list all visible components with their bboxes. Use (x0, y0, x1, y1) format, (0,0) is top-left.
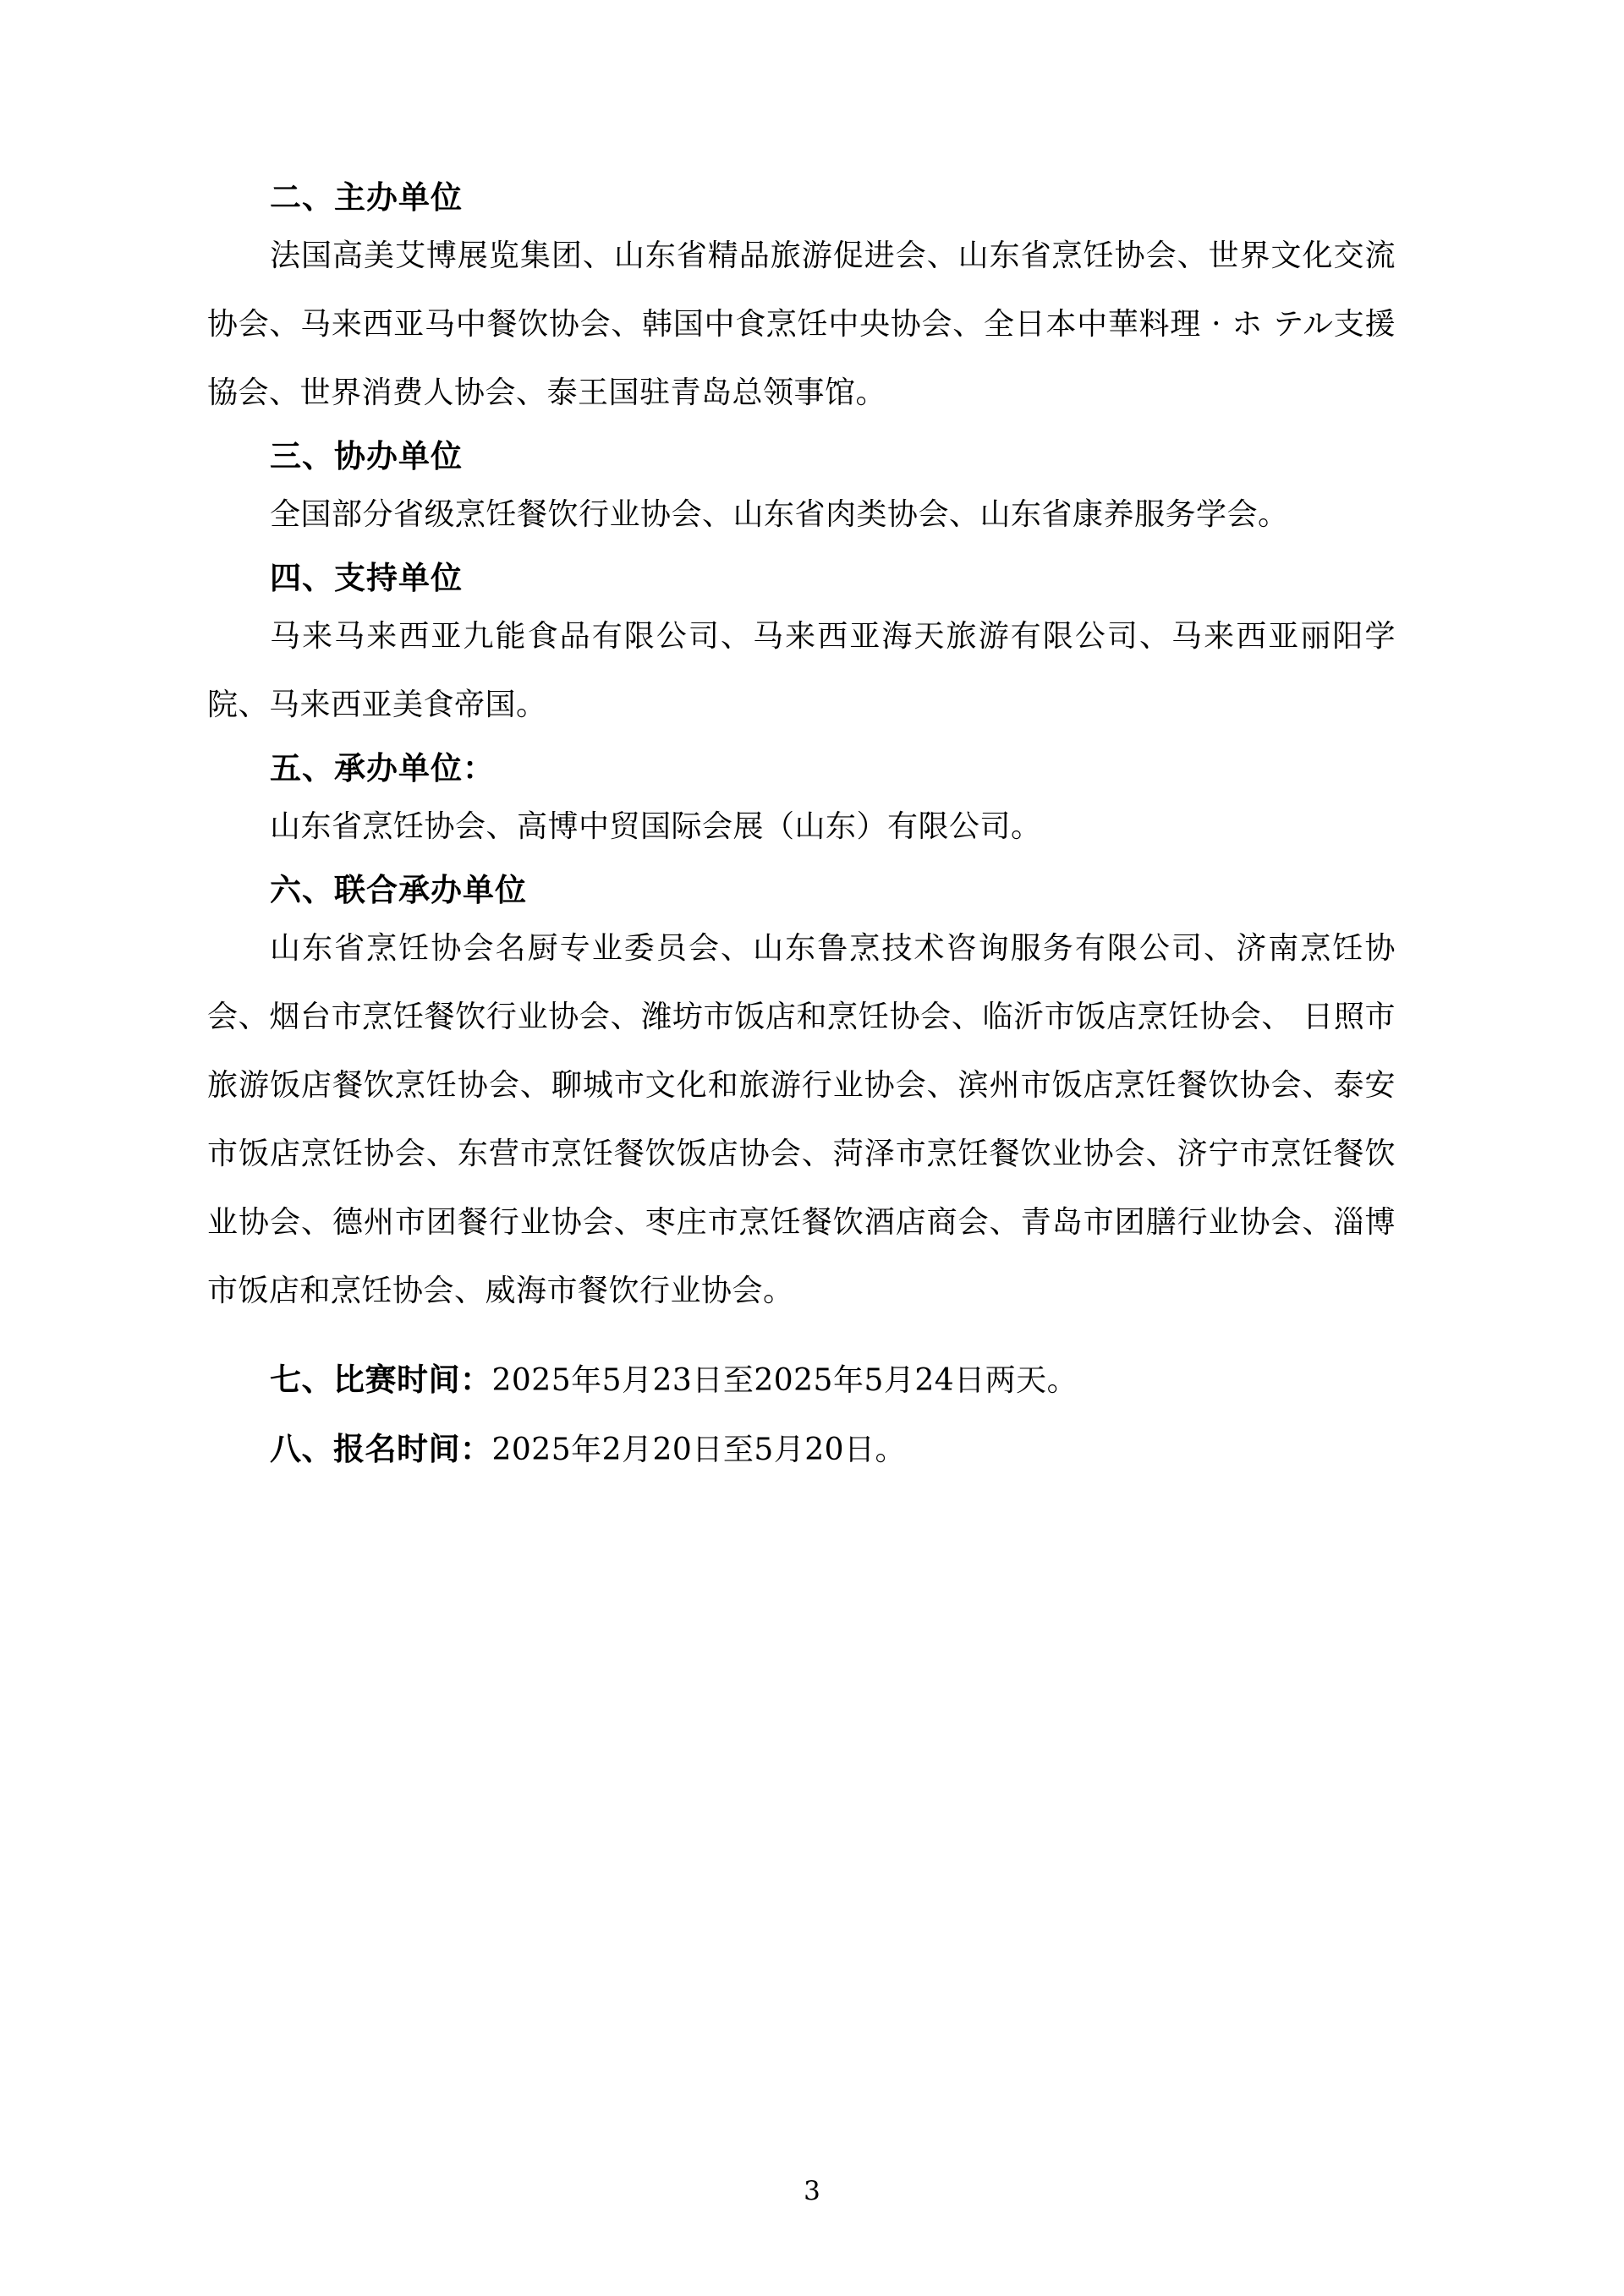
section-heading-co-organizers: 三、协办单位 (270, 437, 463, 474)
value-competition-time: 2025年5月23日至2025年5月24日两天。 (491, 1363, 1078, 1398)
section-text-undertakers: 山东省烹饪协会、高博中贸国际会展（山东）有限公司。 (270, 809, 1042, 844)
label-competition-time: 七、比赛时间： (270, 1361, 492, 1398)
section-heading-organizers: 二、主办单位 (270, 178, 463, 216)
section-text-supporters: 马来马来西亚九能食品有限公司、马来西亚海天旅游有限公司、马来西亚丽阳学院、马来西亚美食帝国。 (207, 619, 1396, 722)
spacer (207, 1325, 1396, 1345)
line-item-registration-time (207, 1415, 1396, 1484)
line-item-competition-time (207, 1345, 1396, 1415)
label-registration-time: 八、报名时间： (270, 1430, 492, 1467)
section-heading-joint-undertakers: 六、联合承办单位 (270, 871, 527, 908)
section-text-organizers: 法国高美艾博展览集团、山东省精品旅游促进会、山东省烹饪协会、世界文化交流协会、马来西亚马中餐饮协会、韩国中食烹饪中央协会、全日本中華料理 · ホ テル支援協会、世界消费人协会、泰王国驻青岛总领事馆。 (207, 238, 1396, 410)
page-number: 3 (804, 2176, 820, 2206)
section-heading-undertakers: 五、承办单位： (270, 749, 495, 786)
section-heading-supporters: 四、支持单位 (270, 559, 463, 596)
section-text-joint-undertakers: 山东省烹饪协会名厨专业委员会、山东鲁烹技术咨询服务有限公司、济南烹饪协会、烟台市烹饪餐饮行业协会、潍坊市饭店和烹饪协会、临沂市饭店烹饪协会、 日照市旅游饭店餐饮烹饪协会、聊城市文化和旅游行业协会、滨州市饭店烹饪餐饮协会、泰安市饭店烹饪协会、东营市烹饪餐饮饭店协会、菏泽市烹饪餐饮业协会、济宁市烹饪餐饮业协会、德州市团餐行业协会、枣庄市烹饪餐饮酒店商会、青岛市团膳行业协会、淄博市饭店和烹饪协会、威海市餐饮行业协会。 (207, 931, 1396, 1308)
document-body (207, 178, 1396, 1484)
section-text-co-organizers: 全国部分省级烹饪餐饮行业协会、山东省肉类协会、山东省康养服务学会。 (270, 497, 1289, 532)
value-registration-time: 2025年2月20日至5月20日。 (491, 1433, 907, 1467)
